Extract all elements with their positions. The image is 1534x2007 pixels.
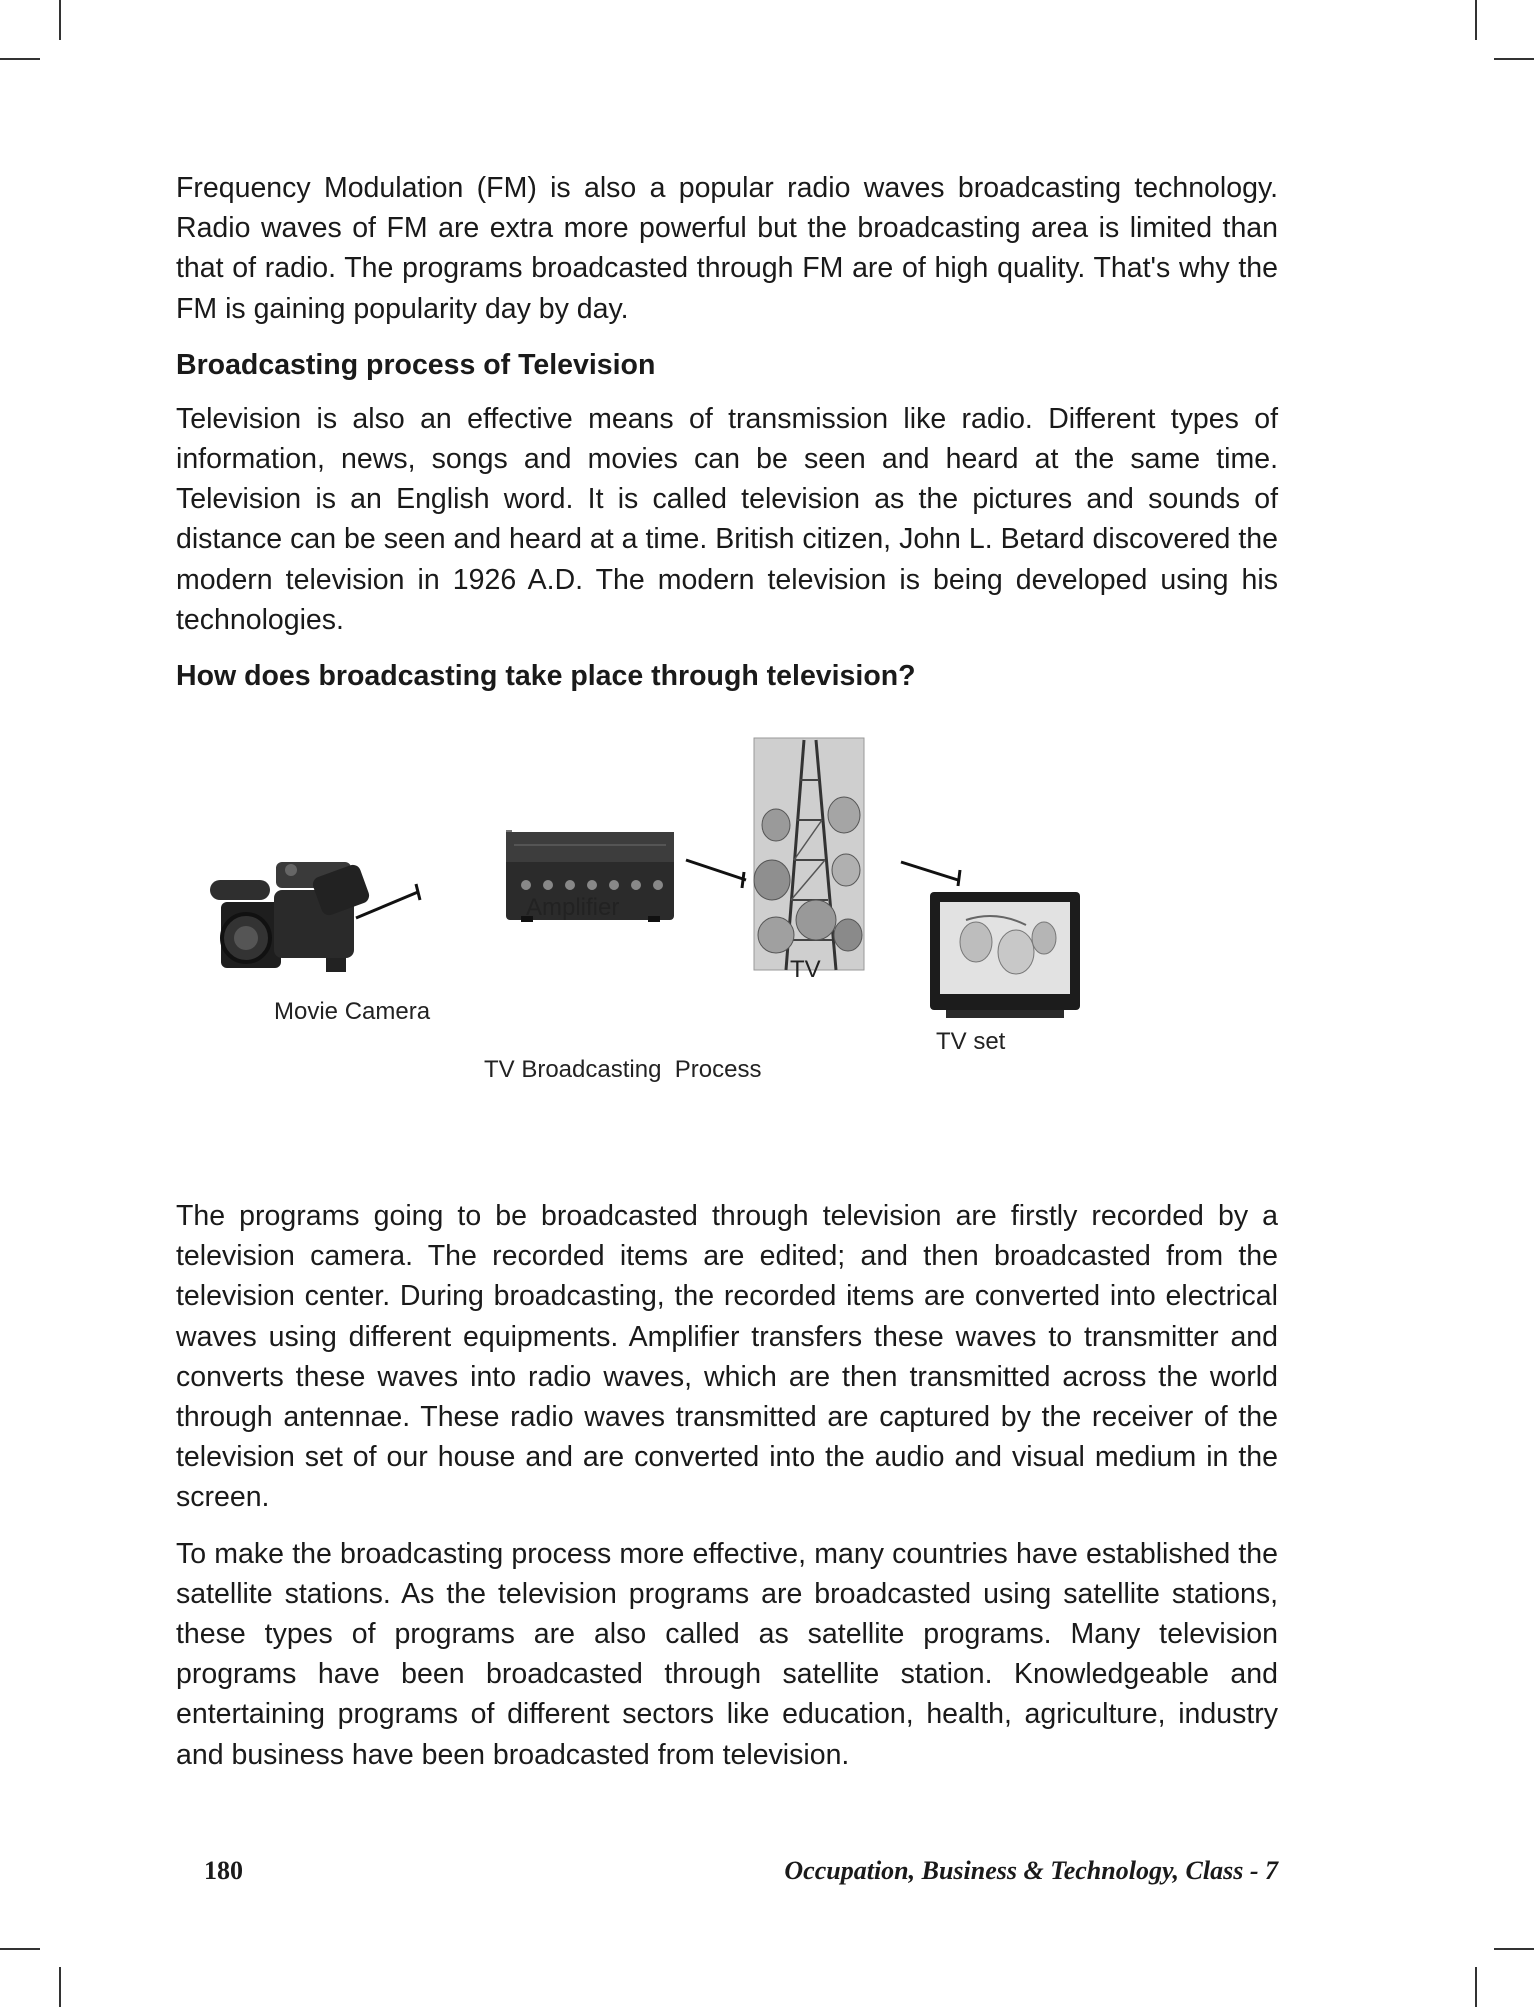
figure-caption: TV Broadcasting Process (484, 1056, 762, 1083)
tv-paragraph: Television is also an effective means of transmission like radio. Different types of information, news, songs and movies can be seen and heard at the same time. Television is an English word. It is called television as the pictures and sounds of distance can be seen and heard at a time. British citizen, John L. Betard discovered the modern television in 1926 A.D. The modern television is being developed using his technologies. (176, 402, 1278, 636)
satellite-paragraph: To make the broadcasting process more effective, many countries have established the satellite stations. As the television programs are broadcasted using satellite stations, these types of programs are also called as satellite programs. Many television programs have been broadcasted through satellite station. Knowledgeable and entertaining programs of different sectors like education, health, agriculture, industry and business have been broadcasted from television. (176, 1537, 1278, 1771)
movie-camera-label: Movie Camera (274, 998, 431, 1025)
page-number: 180 (204, 1856, 243, 1885)
process-paragraph: The programs going to be broadcasted through television are firstly recorded by a television camera. The recorded items are edited; and then broadcasted from the television center. During broadcasting, the recorded items are converted into electrical waves using different equipments. Amplifier transfers these waves to transmitter and converts these waves into radio waves, which are then transmitted across the world through antennae. These radio waves transmitted are captured by the receiver of the television set of our house and are converted into the audio and visual medium in the screen. (176, 1200, 1278, 1514)
tv-set-icon (930, 892, 1080, 1018)
tv-broadcasting-figure (176, 720, 1278, 1120)
crop-mark (0, 58, 40, 60)
amplifier-label: Amplifier (526, 894, 620, 921)
upper-text (176, 168, 1278, 710)
tv-tower-icon (754, 738, 864, 970)
crop-mark (0, 1948, 40, 1950)
tvset-label: TV set (936, 1028, 1006, 1055)
fm-paragraph: Frequency Modulation (FM) is also a popular radio waves broadcasting technology. Radio waves of FM are extra more powerful but the broadcasting area is limited than that of radio. The programs broadcasted through FM are of high quality. That's why the FM is gaining popularity day by day. (176, 172, 1278, 325)
crop-mark (1475, 0, 1477, 40)
section-heading-how: How does broadcasting take place through television? (176, 660, 916, 693)
lower-text (176, 1196, 1278, 1791)
movie-camera-icon (210, 862, 371, 972)
crop-mark (59, 0, 61, 40)
arrow-tower-to-tvset (901, 862, 960, 886)
crop-mark (1494, 58, 1534, 60)
crop-mark (1494, 1948, 1534, 1950)
book-title: Occupation, Business & Technology, Class - 7 (784, 1856, 1278, 1885)
tower-label: TV (790, 956, 821, 983)
arrow-amplifier-to-tower (686, 860, 746, 888)
crop-mark (59, 1967, 61, 2007)
page-footer (176, 1856, 1278, 1896)
section-heading-tv: Broadcasting process of Television (176, 348, 656, 381)
crop-mark (1475, 1967, 1477, 2007)
